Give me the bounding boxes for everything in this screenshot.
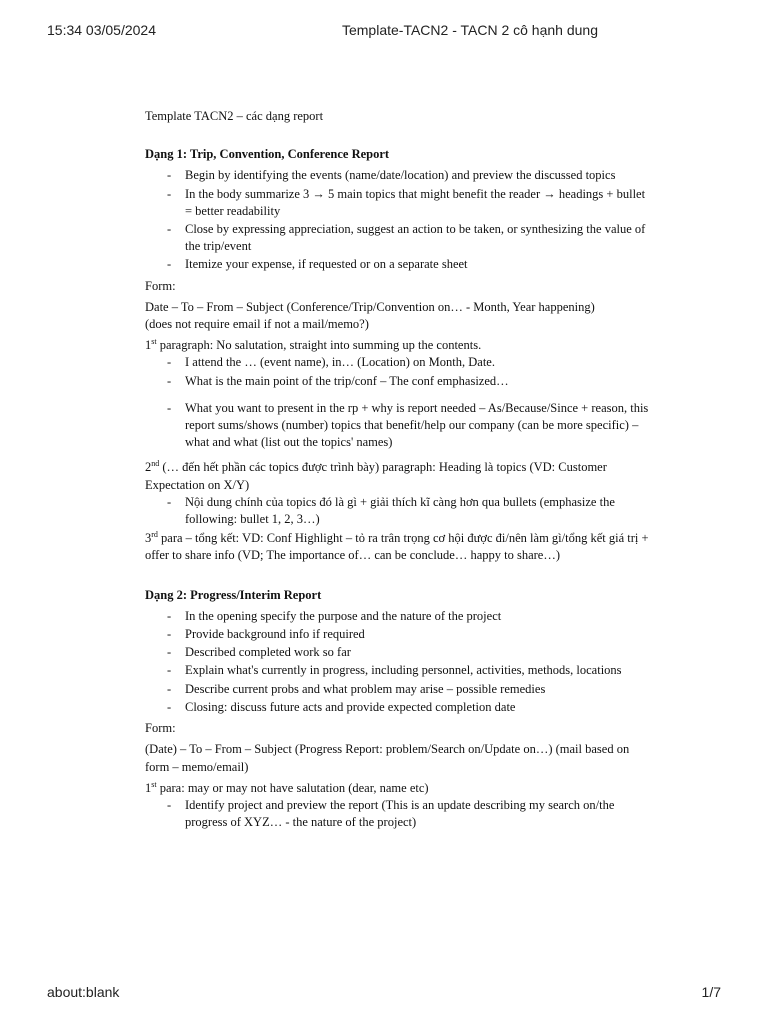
ordinal-number: 3: [145, 531, 152, 546]
document-page: [145, 108, 655, 833]
print-document-title: Template-TACN2 - TACN 2 cô hạnh dung: [341, 22, 598, 38]
ordinal-suffix: rd: [151, 530, 158, 540]
list-item: - In the body summarize 3 → 5 main topics that might benefit the reader → headings + bullet = better readability: [145, 186, 655, 220]
list-item: - Begin by identifying the events (name/date/location) and preview the discussed topics: [145, 167, 655, 184]
paragraph-3-instruction: [145, 530, 655, 564]
list-item: - Close by expressing appreciation, suggest an action to be taken, or synthesizing the value of the trip/event: [145, 221, 655, 255]
form-label: Form:: [145, 278, 176, 293]
list-item: - I attend the … (event name), in… (Location) on Month, Date.: [145, 354, 655, 371]
form-line: (Date) – To – From – Subject (Progress Report: problem/Search on/Update on…) (mail based on form – memo/email): [145, 742, 630, 774]
list-item: - Described completed work so far: [145, 644, 655, 661]
instruction-text: para – tổng kết: VD: Conf Highlight – tỏ ra trân trọng cơ hội được đi/nên làm gì/tổng kết giá trị + offer to share info (VD; The importance of… can be conclude… happy to share…): [145, 531, 649, 563]
ordinal-number: 1: [145, 780, 152, 795]
section-heading: Dạng 1: Trip, Convention, Conference Report: [145, 147, 390, 162]
paragraph-1-bullet-list: [145, 354, 655, 451]
ordinal-number: 2: [145, 460, 152, 475]
instruction-text: para: may or may not have salutation (dear, name etc): [156, 780, 429, 795]
list-item: - Closing: discuss future acts and provide expected completion date: [145, 699, 655, 716]
list-item: - Provide background info if required: [145, 626, 655, 643]
instruction-text: (… đến hết phần các topics được trình bày) paragraph: Heading là topics (VD: Customer Expectation on X/Y): [145, 460, 607, 492]
paragraph-2-bullet-list: [145, 494, 655, 528]
form-note: (does not require email if not a mail/memo?): [145, 317, 369, 332]
list-item: - What you want to present in the rp + why is report needed – As/Because/Since + reason, this report sums/shows (number) topics that benefit/help our company (can be more specific) – what and what (list out the topics' names): [145, 400, 655, 452]
list-item: - Itemize your expense, if requested or on a separate sheet: [145, 256, 655, 273]
section2-bullet-list: [145, 608, 655, 716]
document-title: Template TACN2 – các dạng report: [145, 109, 324, 123]
list-item: - In the opening specify the purpose and the nature of the project: [145, 608, 655, 625]
print-page-number: 1/7: [701, 984, 721, 1000]
paragraph-1-instruction: [145, 780, 655, 797]
section1-bullet-list: [145, 167, 655, 273]
print-url: about:blank: [47, 984, 120, 1000]
ordinal-number: 1: [145, 338, 152, 353]
list-item: - What is the main point of the trip/conf – The conf emphasized…: [145, 373, 655, 390]
instruction-text: paragraph: No salutation, straight into summing up the contents.: [156, 338, 482, 353]
form-label: Form:: [145, 721, 176, 736]
list-item: - Explain what's currently in progress, including personnel, activities, methods, locations: [145, 662, 655, 679]
form-line: Date – To – From – Subject (Conference/Trip/Convention on… - Month, Year happening): [145, 299, 595, 314]
ordinal-suffix: st: [151, 779, 157, 789]
print-footer: [0, 984, 768, 1008]
paragraph-2-instruction: [145, 459, 655, 493]
list-item: - Identify project and preview the report (This is an update describing my search on/the progress of XYZ… - the nature of the project): [145, 797, 655, 831]
ordinal-suffix: st: [151, 337, 157, 347]
print-datetime: 15:34 03/05/2024: [47, 22, 156, 38]
list-item: - Describe current probs and what problem may arise – possible remedies: [145, 681, 655, 698]
list-item: - Nội dung chính của topics đó là gì + giải thích kĩ càng hơn qua bullets (emphasize the following: bullet 1, 2, 3…): [145, 494, 655, 528]
section-heading: Dạng 2: Progress/Interim Report: [145, 587, 322, 602]
print-header: [0, 22, 768, 46]
ordinal-suffix: nd: [151, 459, 160, 469]
paragraph-1-bullet-list: [145, 797, 655, 831]
paragraph-1-instruction: [145, 337, 655, 354]
